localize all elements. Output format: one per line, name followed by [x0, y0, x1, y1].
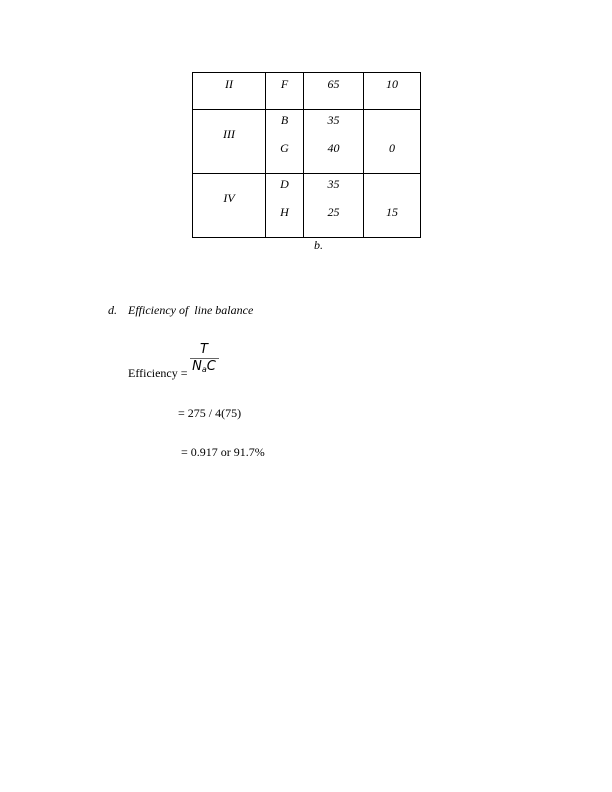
- task-label: G: [280, 141, 289, 155]
- idle-cell: [364, 174, 421, 238]
- time-cell: [304, 110, 364, 174]
- task-label: F: [280, 77, 289, 91]
- task-cell: [266, 174, 304, 238]
- idle-cell: [364, 110, 421, 174]
- station-cell: [193, 73, 266, 110]
- table-row: [193, 110, 421, 174]
- idle-time: 10: [386, 77, 398, 91]
- table-row: [193, 73, 421, 110]
- calculation-result: = 0.917 or 91.7%: [181, 445, 265, 459]
- fraction-numerator: T: [200, 342, 208, 357]
- section-letter: d.: [108, 303, 117, 317]
- efficiency-fraction: [188, 342, 220, 377]
- station-cell: [193, 174, 266, 238]
- station-label: IV: [223, 191, 235, 205]
- task-time: 65: [327, 77, 340, 91]
- task-cell: [266, 110, 304, 174]
- fraction-denominator: [188, 359, 220, 377]
- station-label: III: [223, 127, 235, 141]
- task-label: D: [280, 177, 289, 191]
- station-label: II: [225, 77, 233, 91]
- denominator-subscript: a: [201, 365, 207, 374]
- task-label: B: [280, 113, 289, 127]
- task-time: 35: [327, 113, 340, 127]
- denominator-tail: C: [206, 359, 216, 374]
- idle-time: 0: [389, 141, 395, 155]
- task-time: 35: [327, 177, 340, 191]
- idle-time: 15: [386, 205, 398, 219]
- denominator-main: N: [192, 359, 202, 374]
- task-label: H: [280, 205, 289, 219]
- section-title: Efficiency of line balance: [128, 303, 254, 317]
- station-assignment-table: [192, 72, 421, 238]
- station-cell: [193, 110, 266, 174]
- task-cell: [266, 73, 304, 110]
- task-time: 40: [327, 141, 340, 155]
- time-cell: [304, 174, 364, 238]
- idle-cell: [364, 73, 421, 110]
- task-time: 25: [327, 205, 340, 219]
- efficiency-label: Efficiency =: [128, 366, 188, 380]
- table-row: [193, 174, 421, 238]
- calculation-step: = 275 / 4(75): [178, 406, 242, 420]
- section-heading: [108, 303, 253, 318]
- time-cell: [304, 73, 364, 110]
- table-caption: b.: [314, 238, 323, 252]
